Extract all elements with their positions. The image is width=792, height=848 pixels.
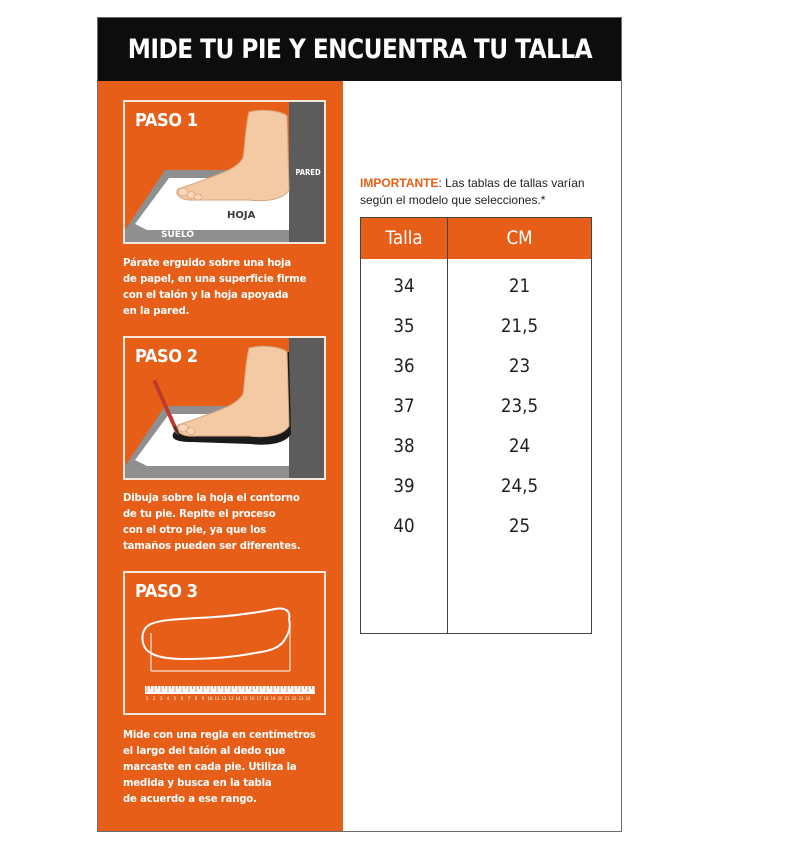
cm-cell: 23,5 [500,395,539,417]
table-row [361,352,591,392]
table-row [361,392,591,432]
ruler-number: 23 [298,696,304,701]
ruler-number: 4 [166,696,170,701]
size-table-body [361,272,591,552]
ruler-number: 15 [242,696,248,701]
table-row [361,472,591,512]
ruler-number: 2 [152,696,156,701]
table-row [361,512,591,552]
ruler-number: 14 [235,696,241,701]
size-cell: 37 [393,395,415,417]
size-cell: 38 [393,435,415,457]
size-cell: 34 [393,275,415,297]
size-table-header [361,218,591,259]
foot-contour [142,608,289,659]
ruler-icon [145,686,315,694]
step-2-title: PASO 2 [135,346,198,367]
wall-label: PARED [295,168,321,177]
column-header-talla: Talla [385,227,423,249]
step-2-text: Dibuja sobre la hoja el contorno de tu pie. Repite el proceso con el otro pie, ya que los tamaños pueden ser diferentes. [123,491,301,552]
ruler-number: 17 [256,696,262,701]
ruler-number: 6 [180,696,184,701]
important-label: IMPORTANTE [360,176,439,190]
size-guide-sheet [97,17,622,832]
size-cell: 35 [393,315,415,337]
ruler-number: 18 [263,696,269,701]
ruler-number: 24 [305,696,311,701]
table-row [361,432,591,472]
step-3-title: PASO 3 [135,581,198,602]
ruler-number: 19 [270,696,276,701]
ruler-number: 22 [291,696,297,701]
step-1-title: PASO 1 [135,110,198,131]
table-row [361,272,591,312]
step-1-illustration [123,100,326,244]
page-header [98,18,621,81]
table-row [361,312,591,352]
cm-cell: 21 [508,275,531,297]
size-table [360,217,592,634]
column-header-cm: CM [506,227,533,249]
important-note [360,175,610,209]
size-cell: 36 [393,355,415,377]
step-3-text: Mide con una regla en centímetros el largo del talón al dedo que marcaste en cada pie. Utiliza la medida y busca en la tabla de acuerdo a ese rango. [123,728,316,805]
cm-cell: 21,5 [500,315,539,337]
wall-shape [289,338,324,478]
ruler-number: 12 [221,696,227,701]
floor-label: SUELO [161,230,195,240]
step-3-illustration [123,571,326,715]
size-cell: 40 [393,515,415,537]
size-cell: 39 [393,475,415,497]
step-2-illustration [123,336,326,480]
ruler-number: 3 [159,696,163,701]
ruler-number: 20 [277,696,283,701]
ruler-number: 9 [201,696,205,701]
step-1-text: Párate erguido sobre una hoja de papel, en una superficie firme con el talón y la hoja apoyada en la pared. [123,256,307,317]
ruler-number: 7 [187,696,191,701]
ruler-number: 16 [249,696,255,701]
cm-cell: 24,5 [500,475,539,497]
page-title: MIDE TU PIE Y ENCUENTRA TU TALLA [127,34,592,65]
ruler-number: 21 [284,696,290,701]
paper-label: HOJA [227,210,256,221]
ruler-number: 1 [145,696,149,701]
ruler-number: 11 [214,696,220,701]
cm-cell: 24 [508,435,531,457]
important-text: : Las tablas de tallas varían según el modelo que selecciones.* [360,176,585,207]
ruler-number: 5 [173,696,177,701]
instructions-panel [98,81,343,831]
cm-cell: 25 [508,515,531,537]
ruler-number: 13 [228,696,234,701]
cm-cell: 23 [508,355,531,377]
ruler-number: 8 [194,696,198,701]
ruler-number: 10 [207,696,213,701]
